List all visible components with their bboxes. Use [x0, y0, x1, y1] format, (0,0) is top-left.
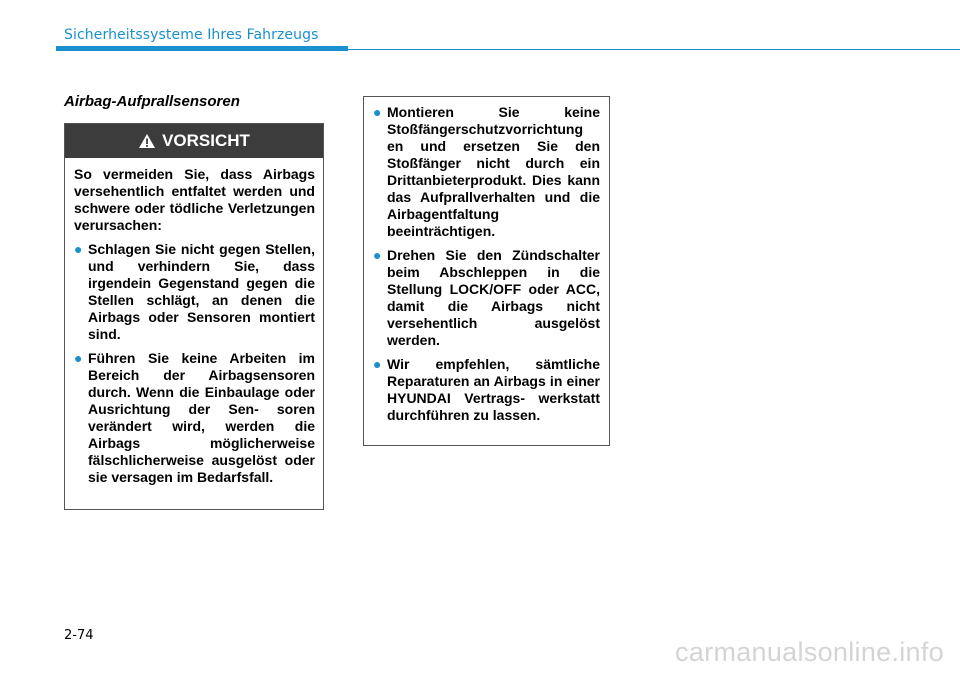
caution-bullet-text: Schlagen Sie nicht gegen Stellen, und verhindern Sie, dass irgendein Gegenstand gegen die Stellen schlägt, an denen die Airbags oder Sensoren montiert sind.	[88, 241, 315, 342]
bullet-dot-icon: ●	[373, 247, 382, 263]
caution-box	[64, 123, 324, 510]
caution-bullet-text: Montieren Sie keine Stoßfängerschutzvorrichtung en und ersetzen Sie den Stoßfänger nicht durch ein Drittanbieterprodukt. Dies kann das Aufprallverhalten und die Airbagentfaltung beeinträchtigen.	[387, 104, 600, 239]
caution-continued-box	[363, 96, 610, 446]
caution-bullet	[373, 104, 600, 240]
caution-bullet	[373, 356, 600, 424]
header-accent-bar	[56, 46, 348, 51]
page-number: 2-74	[64, 628, 94, 643]
caution-bullet-text: Führen Sie keine Arbeiten im Bereich der Airbagsensoren durch. Wenn die Einbaulage oder Ausrichtung der Sen- soren verändert wird, werden die Airbags möglicherweise fälschlicherweise ausgelöst oder sie versagen im Bedarfsfall.	[88, 350, 315, 485]
caution-body	[65, 158, 323, 486]
watermark: carmanualsonline.info	[675, 637, 944, 667]
bullet-dot-icon: ●	[373, 356, 382, 372]
caution-bullet	[373, 247, 600, 349]
bullet-dot-icon: ●	[74, 241, 83, 257]
caution-label: VORSICHT	[162, 131, 250, 150]
header-title: Sicherheitssysteme Ihres Fahrzeugs	[64, 27, 319, 43]
bullet-dot-icon: ●	[373, 104, 382, 120]
caution-header	[65, 124, 323, 158]
warning-triangle-icon	[138, 133, 156, 149]
caution-intro: So vermeiden Sie, dass Airbags versehentlich entfaltet werden und schwere oder tödliche Verletzungen verursachen:	[74, 166, 315, 233]
bullet-dot-icon: ●	[74, 350, 83, 366]
caution-bullet	[74, 241, 315, 343]
caution-bullet-text: Wir empfehlen, sämtliche Reparaturen an Airbags in einer HYUNDAI Vertrags- werkstatt durchführen zu lassen.	[387, 356, 600, 423]
header-rule	[348, 49, 960, 50]
caution-bullet-text: Drehen Sie den Zündschalter beim Abschleppen in die Stellung LOCK/OFF oder ACC, damit die Airbags nicht versehentlich ausgelöst werden.	[387, 247, 600, 348]
section-title: Airbag-Aufprallsensoren	[64, 93, 240, 110]
caution-bullet	[74, 350, 315, 486]
